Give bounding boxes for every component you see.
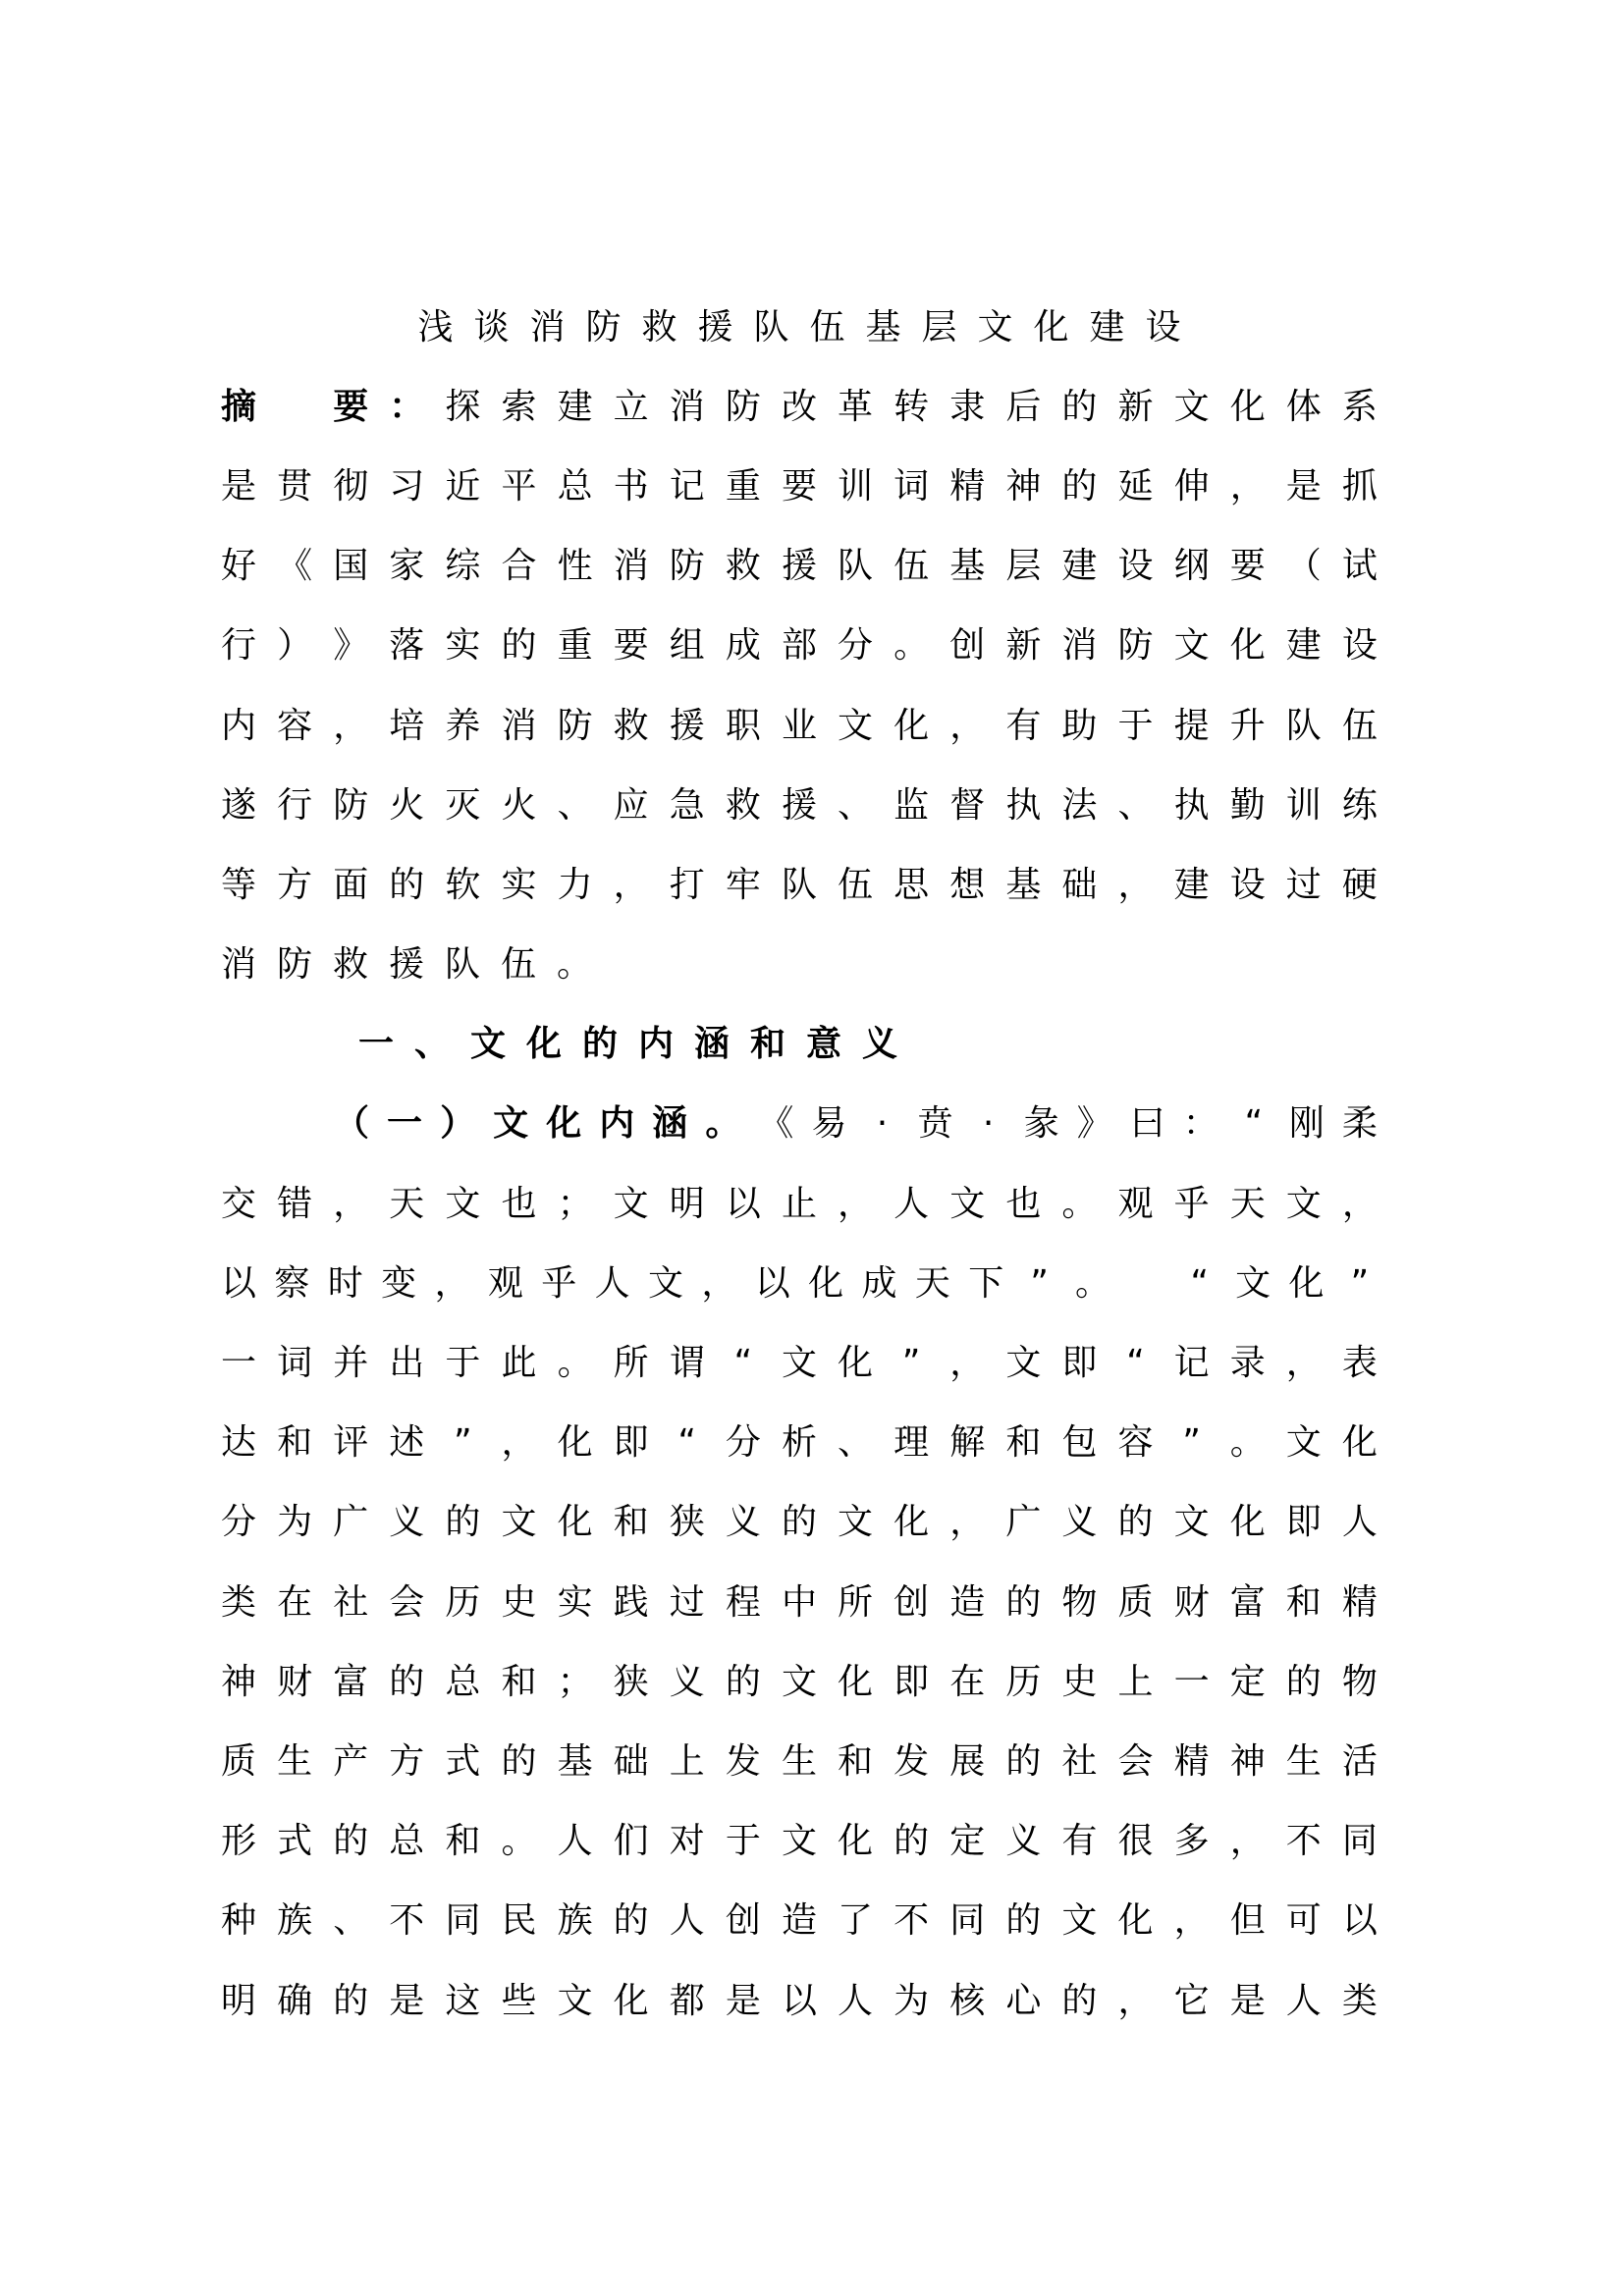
document-title: 浅 谈 消 防 救 援 队 伍 基 层 文 化 建 设 xyxy=(417,306,1181,347)
abstract-line: 行 ） 》 落 实 的 重 要 组 成 部 分 。 创 新 消 防 文 化 建 设 xyxy=(221,625,1378,667)
abstract-line: 内 容 ， 培 养 消 防 救 援 职 业 文 化 ， 有 助 于 提 升 队 伍 xyxy=(221,705,1378,746)
paragraph-line: 交 错 ， 天 文 也 ； 文 明 以 止 ， 人 文 也 。 观 乎 天 文 ， xyxy=(221,1183,1378,1224)
abstract-line: 摘 要 ： 探 索 建 立 消 防 改 革 转 隶 后 的 新 文 化 体 系 xyxy=(221,386,1378,427)
abstract-line: 等 方 面 的 软 实 力 ， 打 牢 队 伍 思 想 基 础 ， 建 设 过 硬 xyxy=(221,864,1378,905)
paragraph-line: 明 确 的 是 这 些 文 化 都 是 以 人 为 核 心 的 ， 它 是 人 类 xyxy=(221,1980,1378,2021)
paragraph-line: 以 察 时 变 ， 观 乎 人 文 ， 以 化 成 天 下 ” 。 “ 文 化 ” xyxy=(221,1262,1370,1304)
abstract-line: 好 《 国 家 综 合 性 消 防 救 援 队 伍 基 层 建 设 纲 要 （ 试 xyxy=(221,546,1378,587)
abstract-line: 遂 行 防 火 灭 火 、 应 急 救 援 、 监 督 执 法 、 执 勤 训 练 xyxy=(221,784,1378,826)
paragraph-line: 神 财 富 的 总 和 ； 狭 义 的 文 化 即 在 历 史 上 一 定 的 物 xyxy=(221,1661,1378,1702)
paragraph-line: 类 在 社 会 历 史 实 践 过 程 中 所 创 造 的 物 质 财 富 和 精 xyxy=(221,1581,1378,1623)
paragraph-line: （ 一 ） 文 化 内 涵 。 《 易 · 贲 · 彖 》 曰 ： “ 刚 柔 xyxy=(334,1103,1378,1145)
paragraph-line: 质 生 产 方 式 的 基 础 上 发 生 和 发 展 的 社 会 精 神 生 活 xyxy=(221,1740,1378,1782)
document-body xyxy=(221,288,1378,2041)
abstract-line: 是 贯 彻 习 近 平 总 书 记 重 要 训 词 精 神 的 延 伸 ， 是 抓 xyxy=(221,465,1378,507)
section-heading: 一 、 文 化 的 内 涵 和 意 义 xyxy=(358,1024,898,1065)
abstract-line: 消 防 救 援 队 伍 。 xyxy=(221,944,593,986)
paragraph-line: 形 式 的 总 和 。 人 们 对 于 文 化 的 定 义 有 很 多 ， 不 同 xyxy=(221,1821,1378,1862)
paragraph-line: 种 族 、 不 同 民 族 的 人 创 造 了 不 同 的 文 化 ， 但 可 以 xyxy=(221,1900,1378,1942)
paragraph-line: 分 为 广 义 的 文 化 和 狭 义 的 文 化 ， 广 义 的 文 化 即 人 xyxy=(221,1502,1378,1543)
paragraph-line: 达 和 评 述 ” ， 化 即 “ 分 析 、 理 解 和 包 容 ” 。 文 化 xyxy=(221,1422,1378,1464)
paragraph-line: 一 词 并 出 于 此 。 所 谓 “ 文 化 ” ， 文 即 “ 记 录 ， 表 xyxy=(221,1343,1378,1384)
